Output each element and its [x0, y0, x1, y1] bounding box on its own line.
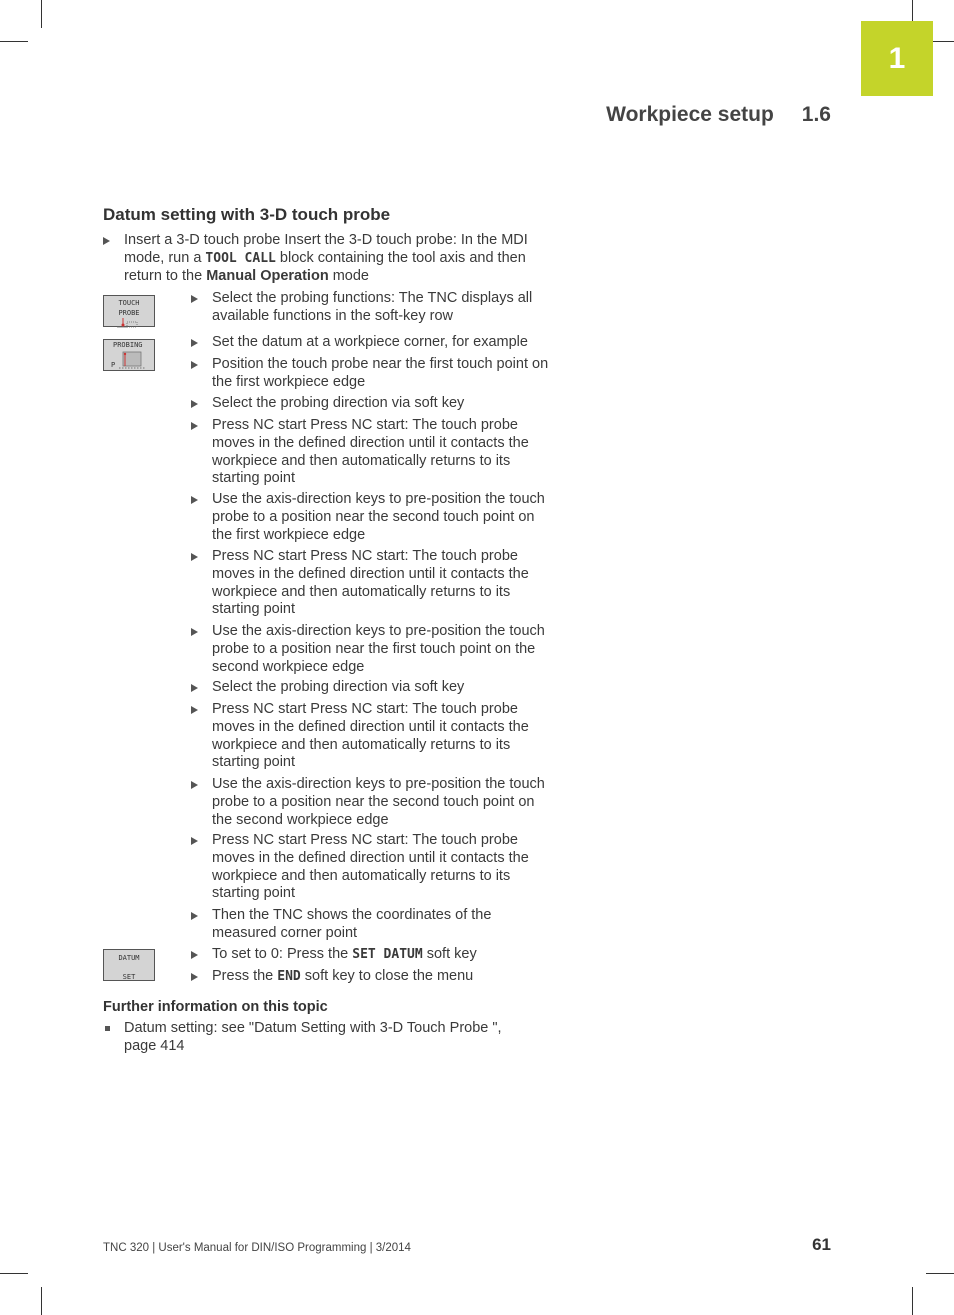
step-text: soft key	[422, 946, 477, 962]
triangle-bullet-icon	[191, 361, 198, 369]
triangle-bullet-icon	[191, 400, 198, 408]
triangle-bullet-icon	[191, 422, 198, 430]
triangle-bullet-icon	[191, 553, 198, 561]
touch-probe-icon	[114, 318, 144, 328]
set-datum-code: SET DATUM	[352, 947, 423, 962]
triangle-bullet-icon	[191, 781, 198, 789]
cross-reference-link[interactable]: Datum setting: see "Datum Setting with 3-D Touch Probe ", page 414	[124, 1020, 502, 1054]
further-info-title: Further information on this topic	[103, 999, 328, 1015]
probing-softkey[interactable]	[103, 339, 155, 371]
softkey-label: P	[111, 361, 116, 369]
crop-mark	[41, 0, 42, 28]
probing-corner-icon	[117, 350, 147, 370]
square-bullet-icon	[105, 1026, 110, 1031]
step-text: To set to 0: Press the	[212, 946, 353, 962]
crop-mark	[912, 1287, 913, 1315]
triangle-bullet-icon	[191, 295, 198, 303]
chapter-tab: 1	[861, 21, 933, 96]
intro-text-post: mode	[328, 267, 369, 284]
step-text: soft key to close the menu	[300, 968, 474, 984]
header-section-number: 1.6	[801, 103, 831, 126]
datum-set-softkey[interactable]	[103, 949, 155, 981]
intro-text-mid: block containing the tool axis and then return to the	[124, 249, 526, 284]
softkey-label: TOUCH	[118, 299, 140, 307]
crop-mark	[41, 1287, 42, 1315]
softkey-label: PROBE	[118, 309, 140, 317]
triangle-bullet-icon	[191, 628, 198, 636]
page-number: 61	[812, 1235, 831, 1254]
triangle-bullet-icon	[103, 237, 110, 245]
footer-text: TNC 320 | User's Manual for DIN/ISO Programming | 3/2014	[103, 1242, 411, 1254]
header-title: Workpiece setup	[606, 103, 774, 126]
triangle-bullet-icon	[191, 912, 198, 920]
triangle-bullet-icon	[191, 973, 198, 981]
end-code: END	[277, 969, 301, 984]
crop-mark	[912, 0, 913, 22]
softkey-label: PROBING	[113, 341, 143, 349]
crop-mark	[0, 41, 28, 42]
section-title: Datum setting with 3-D touch probe	[103, 205, 391, 224]
triangle-bullet-icon	[191, 496, 198, 504]
step-text: Press the	[212, 968, 278, 984]
triangle-bullet-icon	[191, 706, 198, 714]
triangle-bullet-icon	[191, 684, 198, 692]
triangle-bullet-icon	[191, 951, 198, 959]
touch-probe-softkey[interactable]	[103, 295, 155, 327]
softkey-label: DATUM	[118, 954, 140, 962]
intro-text-pre: Insert a 3-D touch probe Insert the 3-D touch probe: In the MDI mode, run a	[124, 232, 528, 266]
crop-mark	[0, 1273, 28, 1274]
manual-operation-label: Manual Operation	[206, 267, 329, 284]
crop-mark	[926, 1273, 954, 1274]
page-header	[606, 103, 831, 127]
tool-call-code: TOOL CALL	[205, 250, 276, 266]
triangle-bullet-icon	[191, 339, 198, 347]
softkey-label: SET	[122, 973, 136, 981]
triangle-bullet-icon	[191, 837, 198, 845]
